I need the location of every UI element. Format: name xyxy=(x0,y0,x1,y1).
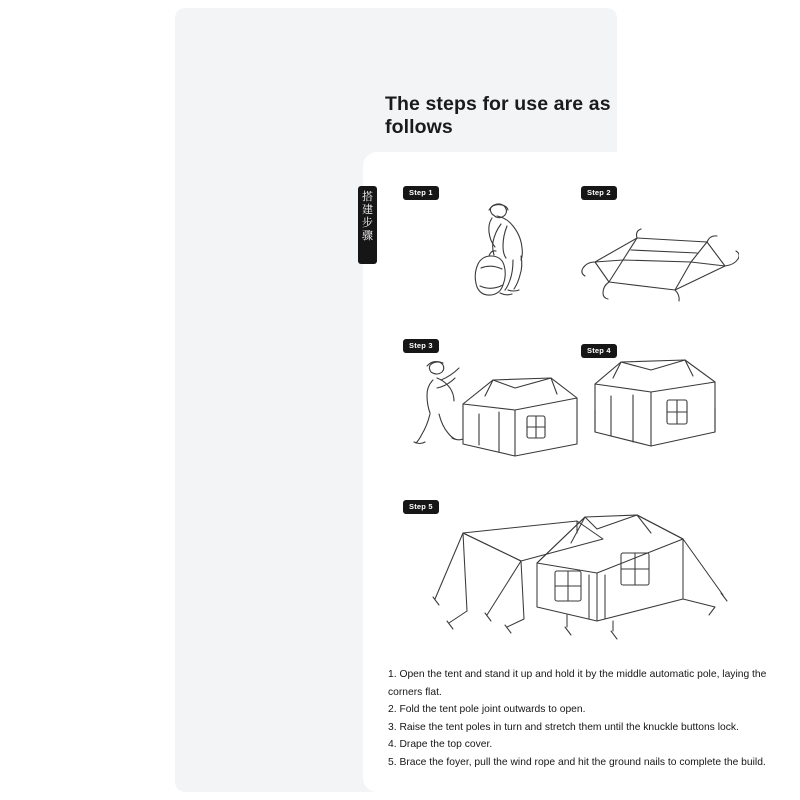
vertical-tab-label xyxy=(358,186,377,264)
page-title: The steps for use are as follows xyxy=(385,93,611,138)
step-badge-5: Step 5 xyxy=(403,500,439,514)
instruction-line-4: 4. Drape the top cover. xyxy=(388,739,493,751)
illustration-step-3 xyxy=(407,344,587,474)
step-badge-1: Step 1 xyxy=(403,186,439,200)
instruction-line-3: 3. Raise the tent poles in turn and stretch them until the knuckle buttons lock. xyxy=(388,721,739,733)
product-image-panel xyxy=(175,8,767,792)
instruction-line-1: 1. Open the tent and stand it up and hold it by the middle automatic pole, laying the corners flat. xyxy=(388,669,767,698)
instruction-line-5: 5. Brace the foyer, pull the wind rope and hit the ground nails to complete the build. xyxy=(388,756,766,768)
vtab-char-1: 搭 xyxy=(362,191,373,203)
step-badge-4: Step 4 xyxy=(581,344,617,358)
instruction-line-2: 2. Fold the tent pole joint outwards to open. xyxy=(388,704,586,716)
illustration-step-1 xyxy=(445,198,555,313)
step-badge-2: Step 2 xyxy=(581,186,617,200)
vtab-char-4: 骤 xyxy=(362,230,373,242)
illustration-step-5 xyxy=(425,503,745,658)
step-badge-3: Step 3 xyxy=(403,339,439,353)
vtab-char-2: 建 xyxy=(362,204,373,216)
vtab-char-3: 步 xyxy=(362,217,373,229)
illustration-step-2 xyxy=(579,220,739,310)
instructions-block xyxy=(388,666,770,772)
illustration-step-4 xyxy=(581,348,731,466)
